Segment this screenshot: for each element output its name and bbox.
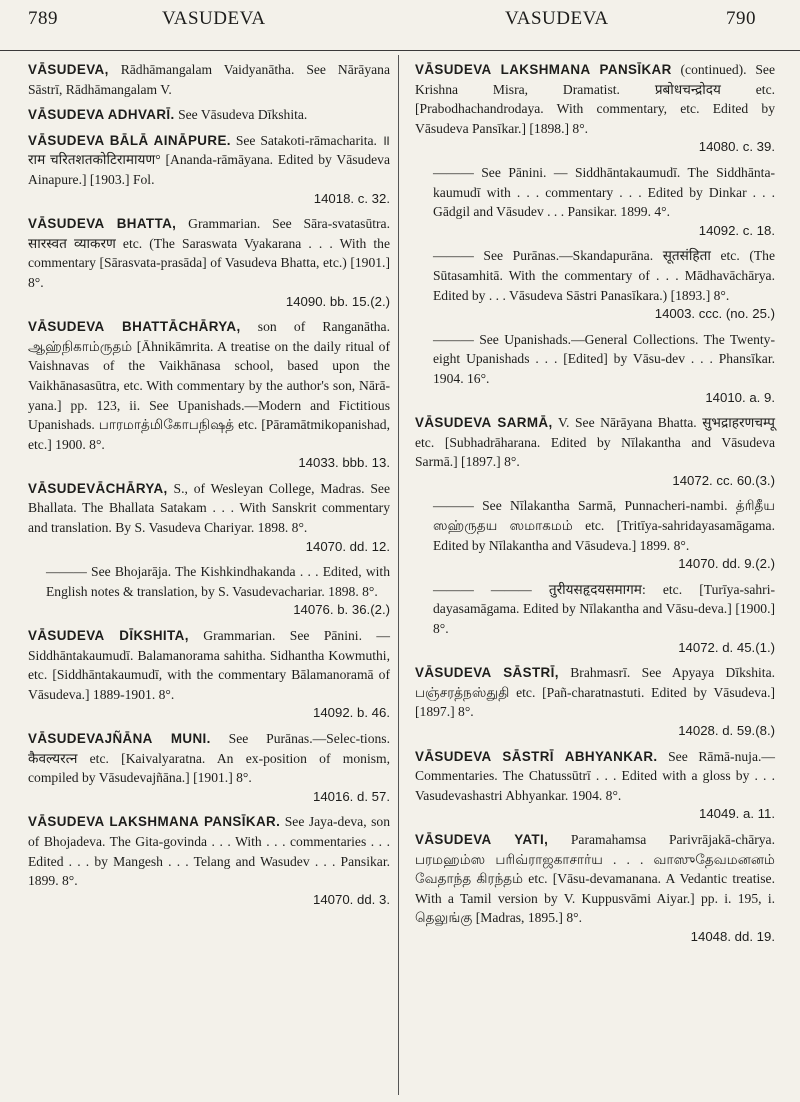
catalog-entry: [415, 413, 775, 490]
catalog-entry: [415, 747, 775, 824]
catalog-entry: [28, 60, 390, 99]
header-rule: [0, 50, 800, 51]
catalog-entry: [415, 830, 775, 947]
catalog-entry: [415, 663, 775, 740]
entry-text: [28, 479, 390, 538]
entry-text: [415, 747, 775, 806]
entry-text: [415, 496, 775, 555]
entry-body: ——— See Purānas.—Skandapurāna. सूतसंहिता etc. (The Sūtasamhitā. With the commentary of . . . Mādhavāchārya. Edited by . . . Vāsudeva Sāstri Panasīkara.) [1893.] 8°.: [433, 248, 775, 303]
shelfmark: 14076. b. 36.(2.): [293, 602, 390, 618]
entry-body: See Jaya-deva, son of Bhojadeva. The Gita-govinda . . . With . . . commentaries . . . Edited . . . by Mangesh . . . Telang and Wasudev . . . Pansikar. 1899. 8°.: [28, 814, 390, 889]
entry-heading: VĀSUDEVĀCHĀRYA,: [28, 480, 168, 496]
entry-text: [415, 163, 775, 222]
left-column: [28, 60, 390, 915]
catalog-entry: [28, 626, 390, 723]
catalog-entry: [415, 60, 775, 157]
page-number-right: 790: [726, 8, 756, 29]
catalog-entry: [28, 105, 390, 125]
entry-heading: VĀSUDEVAJÑĀNA MUNI.: [28, 731, 211, 746]
catalog-entry: [28, 729, 390, 806]
shelfmark: 14090. bb. 15.(2.): [285, 293, 390, 309]
entry-body: See Purānas.—Selec-tions. कैवल्यरत्न etc. [Kaivalyaratna. An ex-position of monism, compiled by Vāsudevajñāna.] [1901.] 8°.: [28, 731, 390, 786]
entry-text: [28, 729, 390, 788]
entry-heading: VĀSUDEVA LAKSHMANA PANSĪKAR.: [28, 814, 281, 830]
entry-heading: VĀSUDEVA,: [28, 62, 109, 77]
entry-text: [415, 60, 775, 138]
shelfmark: 14070. dd. 3.: [313, 891, 390, 907]
entry-heading: VĀSUDEVA DĪKSHITA,: [28, 628, 189, 644]
catalog-entry: [28, 812, 390, 909]
entry-heading: VĀSUDEVA ADHVARĪ.: [28, 107, 175, 123]
entry-heading: VĀSUDEVA LAKSHMANA PANSĪKAR: [415, 62, 672, 77]
entry-text: [415, 413, 775, 472]
column-divider: [398, 55, 399, 1095]
shelfmark: 14070. dd. 9.(2.): [678, 556, 775, 572]
entry-heading: VĀSUDEVA BHATTA,: [28, 216, 177, 232]
shelfmark: 14049. a. 11.: [698, 806, 775, 822]
entry-body: (continued). See Krishna Misra, Dramatist. प्रबोधचन्द्रोदय etc. [Prabodhachandrodaya. With commentary, etc. Edited by Vāsudeva Pansīkar.] [1898.] 8°.: [415, 62, 776, 136]
shelfmark: 14080. c. 39.: [698, 139, 775, 155]
catalog-entry: [415, 163, 775, 240]
catalog-entry: [28, 562, 390, 620]
running-title-left: VASUDEVA: [162, 8, 266, 29]
shelfmark: 14072. d. 45.(1.): [678, 639, 775, 655]
entry-text: [415, 330, 775, 389]
entry-body: Rādhāmangalam Vaidyanātha. See Nārāyana Sāstrī, Rādhāmangalam V.: [28, 62, 390, 97]
entry-body: ——— See Pānini. — Siddhāntakaumudī. The Siddhānta-kaumudī with . . . commentary . . . Edited by Dinkar . . . Gādgil and Vāsudev . . . Pansikar. 1899. 4°.: [433, 164, 775, 220]
entry-text: [28, 214, 390, 292]
entry-body: See Vāsudeva Dīkshita.: [178, 107, 308, 123]
entry-body: ——— See Nīlakantha Sarmā, Punnacheri-nambi. த்ரிதீய ஸஹ்ருதய ஸமாகமம் etc. [Tritīya-sahridayasamāgama. Edited by Nīlakantha and Vāsudeva.] 1899. 8°.: [433, 498, 775, 553]
entry-body: ——— ——— तुरीयसहृदयसमागम: etc. [Turīya-sahri-dayasamāgama. Edited by Nīlakantha and Vāsu-deva.] [1900.] 8°.: [433, 581, 775, 637]
page-header: [0, 8, 800, 48]
entry-text: [28, 317, 390, 454]
shelfmark: 14028. d. 59.(8.): [678, 723, 775, 738]
entry-heading: VĀSUDEVA YATI,: [415, 831, 549, 847]
entry-body: V. See Nārāyana Bhatta. सुभद्राहरणचम्पू etc. [Subhadrāharana. Edited by Nīlakantha and Vāsudeva Sarmā.] [1897.] 8°.: [415, 415, 776, 470]
right-column: [415, 60, 775, 953]
entry-body: Grammarian. See Sāra-svatasūtra. सारस्वत व्याकरण etc. (The Saraswata Vyakarana . . . With the commentary [Sārasvata-prasāda] of Vasudeva Bhatta, etc.) [1901.] 8°.: [28, 216, 390, 290]
entry-text: [28, 60, 390, 99]
entry-body: ——— See Upanishads.—General Collections. The Twenty-eight Upanishads . . . [Edited] by Vāsu-dev . . . Phansīkar. 1904. 16°.: [433, 331, 775, 386]
entry-text: [415, 830, 775, 928]
catalog-entry: [415, 580, 775, 657]
entry-text: [28, 131, 390, 190]
page-number-left: 789: [28, 8, 58, 29]
shelfmark: 14070. dd. 12.: [305, 538, 390, 554]
entry-text: [28, 562, 390, 601]
entry-text: [28, 812, 390, 890]
entry-text: [415, 246, 775, 305]
shelfmark: 14010. a. 9.: [705, 389, 775, 405]
catalog-entry: [415, 246, 775, 323]
catalog-entry: [28, 317, 390, 473]
entry-heading: VĀSUDEVA BHATTĀCHĀRYA,: [28, 319, 241, 335]
entry-heading: VĀSUDEVA SĀSTRĪ ABHYANKAR.: [415, 748, 658, 764]
shelfmark: 14048. dd. 19.: [690, 928, 775, 944]
entry-heading: VĀSUDEVA BĀLĀ AINĀPURE.: [28, 132, 231, 148]
entry-body: See Rāmā-nuja.—Commentaries. The Chatussūtrī . . . Edited with a gloss by . . . Vasudevashastri Abhyankar. 1904. 8°.: [415, 748, 775, 803]
entry-heading: VĀSUDEVA SĀSTRĪ,: [415, 665, 559, 681]
entry-text: [415, 580, 775, 639]
shelfmark: 14016. d. 57.: [313, 788, 390, 804]
shelfmark: 14092. b. 46.: [313, 705, 390, 721]
running-title-right: VASUDEVA: [505, 8, 609, 29]
entry-body: S., of Wesleyan College, Madras. See Bhallata. The Bhallata Satakam . . . With Sanskrit commentary and translation. By S. Vasudeva Chariyar. 1898. 8°.: [28, 480, 391, 536]
catalog-entry: [28, 131, 390, 208]
entry-heading: VĀSUDEVA SARMĀ,: [415, 415, 553, 431]
shelfmark: 14003. ccc. (no. 25.): [654, 306, 775, 322]
entry-text: [415, 663, 775, 722]
entry-body: Brahmasrī. See Apyaya Dīkshita. பஞ்சரத்நஸ்துதி etc. [Pañ-charatnastuti. Edited by Vāsudeva.] [1897.] 8°.: [415, 665, 776, 720]
shelfmark: 14072. cc. 60.(3.): [672, 472, 775, 488]
entry-text: [28, 105, 390, 125]
entry-body: ——— See Bhojarāja. The Kishkindhakanda . . . Edited, with English notes & translation, by S. Vasudevachariar. 1898. 8°.: [46, 564, 390, 599]
entry-body: son of Ranganātha. ஆஹ்நிகாம்ருதம் [Āhnikāmrita. A treatise on the daily ritual of Vaishnavas of the Vaikhānasa school, based upon the Vaikhānasasūtra, etc. With commentary by the author's son, Nārā-yana.] pp. 123, ii. See Upanishads.—Modern and Fictitious Upanishads. பாரமாத்மிகோபநிஷத் etc. [Pāramātmikopanishad, etc.] 1900. 8°.: [28, 319, 390, 452]
shelfmark: 14092. c. 18.: [698, 222, 775, 238]
catalog-entry: [28, 479, 390, 556]
entry-body: Paramahamsa Parivrājakā-chārya. பரமஹம்ஸ பரிவ்ராஜகாசார்ய . . . வாஸுதேவமனனம் வேதாந்த கிரந்தம் etc. [Vāsu-devamanana. A Vedantic treatise. With a Tamil version by V. Kuppusvāmi Aiyar.] pp. i. 195, i. தெலுங்கு [Madras, 1895.] 8°.: [415, 831, 775, 926]
catalog-entry: [415, 330, 775, 407]
shelfmark: 14018. c. 32.: [313, 190, 390, 206]
catalog-entry: [415, 496, 775, 573]
entry-body: Grammarian. See Pānini. — Siddhāntakaumudī. Balamanorama sahitha. Sidhantha Kowmuthi, etc. [Siddhāntakaumudī, with the commentary Bālamanoramā of Vāsudeva.] 1889-1901. 8°.: [28, 628, 390, 702]
catalog-entry: [28, 214, 390, 311]
entry-text: [28, 626, 390, 704]
entry-body: See Satakoti-rāmacharita. ॥ राम चरितशतकोटिरामायण° [Ananda-rāmāyana. Edited by Vāsudeva Ainapure.] [1903.] Fol.: [28, 132, 390, 187]
shelfmark: 14033. bbb. 13.: [298, 455, 390, 471]
